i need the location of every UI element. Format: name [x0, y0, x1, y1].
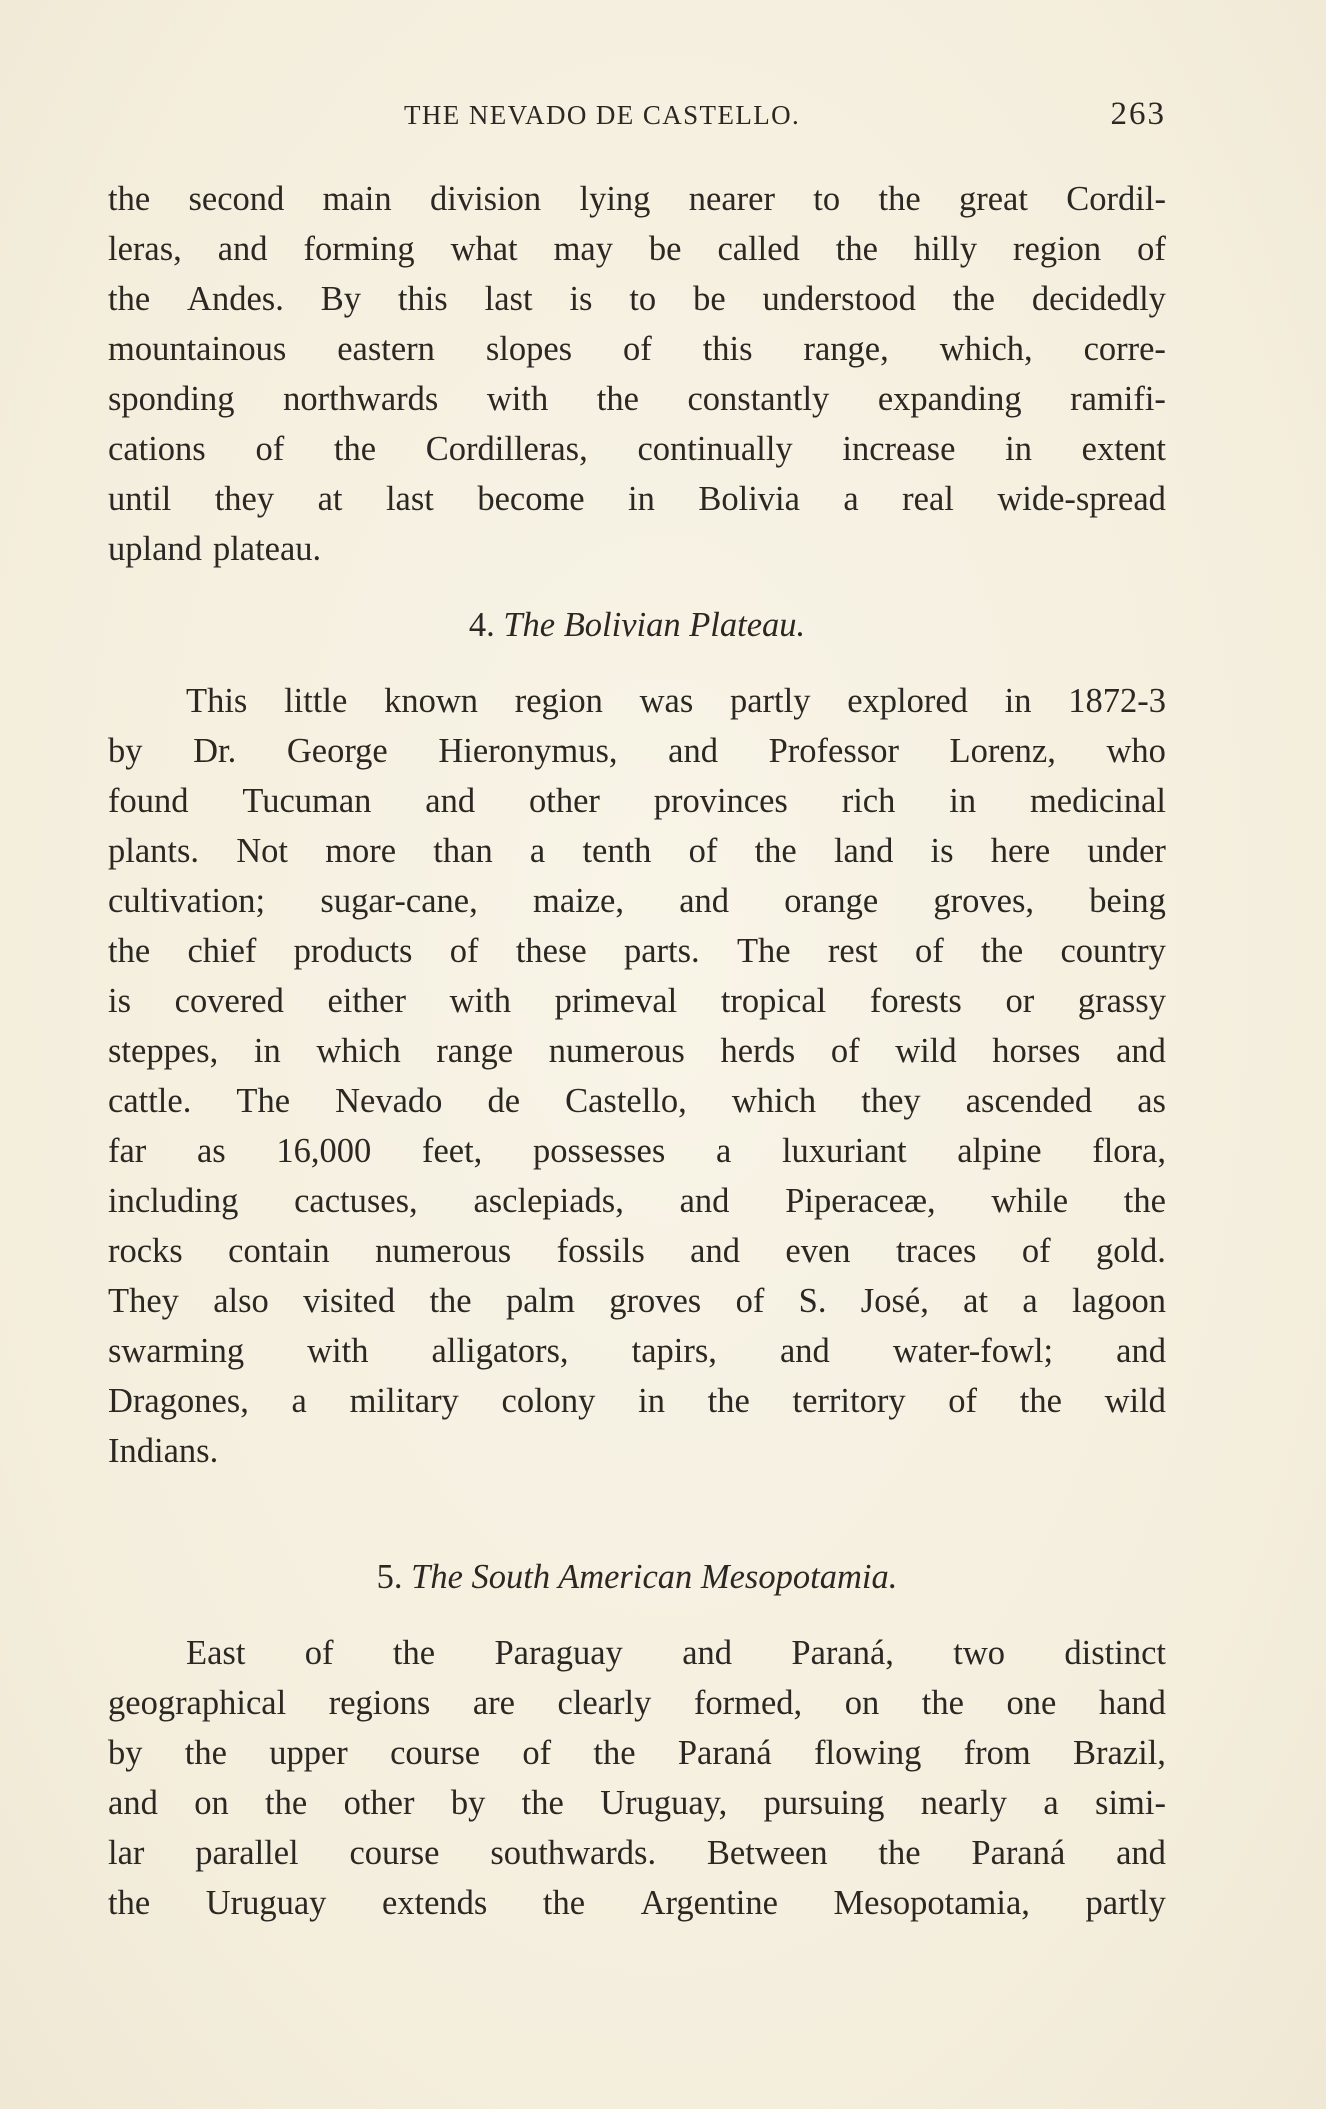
paragraph-hilly-region	[108, 174, 1166, 574]
text-line: lar parallel course southwards. Between the Paraná and	[108, 1834, 1166, 1872]
text-line: geographical regions are clearly formed, on the one hand	[108, 1684, 1166, 1722]
text-line: by the upper course of the Paraná flowing from Brazil,	[108, 1734, 1166, 1772]
text-line: the Andes. By this last is to be understood the decidedly	[108, 280, 1166, 318]
text-line: the chief products of these parts. The rest of the country	[108, 932, 1166, 970]
text-line: mountainous eastern slopes of this range, which, corre-	[108, 330, 1166, 368]
text-line: until they at last become in Bolivia a real wide-spread	[108, 480, 1166, 518]
text-line: the second main division lying nearer to the great Cordil-	[108, 180, 1166, 218]
text-line: found Tucuman and other provinces rich in medicinal	[108, 782, 1166, 820]
text-line: cattle. The Nevado de Castello, which they ascended as	[108, 1082, 1166, 1120]
section-heading-bolivian-plateau	[108, 600, 1166, 650]
text-line: East of the Paraguay and Paraná, two distinct	[186, 1634, 1166, 1672]
text-line: leras, and forming what may be called the hilly region of	[108, 230, 1166, 268]
text-line: cations of the Cordilleras, continually increase in extent	[108, 430, 1166, 468]
text-line: Dragones, a military colony in the territory of the wild	[108, 1382, 1166, 1420]
running-head	[108, 96, 1166, 140]
text-line: including cactuses, asclepiads, and Piperaceæ, while the	[108, 1182, 1166, 1220]
text-line: upland plateau.	[108, 530, 322, 568]
section-number: 4.	[468, 606, 495, 644]
text-line: is covered either with primeval tropical forests or grassy	[108, 982, 1166, 1020]
section-title: The Bolivian Plateau.	[503, 606, 806, 644]
running-title: THE NEVADO DE CASTELLO.	[404, 100, 801, 130]
text-line: the Uruguay extends the Argentine Mesopotamia, partly	[108, 1884, 1166, 1922]
paragraph-mesopotamia	[108, 1628, 1166, 1928]
section-title: The South American Mesopotamia.	[411, 1558, 898, 1596]
text-line: far as 16,000 feet, possesses a luxuriant alpine flora,	[108, 1132, 1166, 1170]
page-number: 263	[1110, 96, 1166, 132]
text-line: sponding northwards with the constantly expanding ramifi-	[108, 380, 1166, 418]
text-line: steppes, in which range numerous herds of wild horses and	[108, 1032, 1166, 1070]
paragraph-bolivian-plateau	[108, 676, 1166, 1476]
text-line: plants. Not more than a tenth of the land is here under	[108, 832, 1166, 870]
text-line: and on the other by the Uruguay, pursuing nearly a simi-	[108, 1784, 1166, 1822]
text-line: rocks contain numerous fossils and even traces of gold.	[108, 1232, 1166, 1270]
text-line: swarming with alligators, tapirs, and water-fowl; and	[108, 1332, 1166, 1370]
section-number: 5.	[376, 1558, 403, 1596]
text-line: by Dr. George Hieronymus, and Professor Lorenz, who	[108, 732, 1166, 770]
text-line: This little known region was partly explored in 1872-3	[186, 682, 1166, 720]
text-line: They also visited the palm groves of S. José, at a lagoon	[108, 1282, 1166, 1320]
text-line: cultivation; sugar-cane, maize, and orange groves, being	[108, 882, 1166, 920]
text-block	[108, 174, 1166, 1928]
text-line: Indians.	[108, 1432, 219, 1470]
section-heading-mesopotamia	[108, 1552, 1166, 1602]
